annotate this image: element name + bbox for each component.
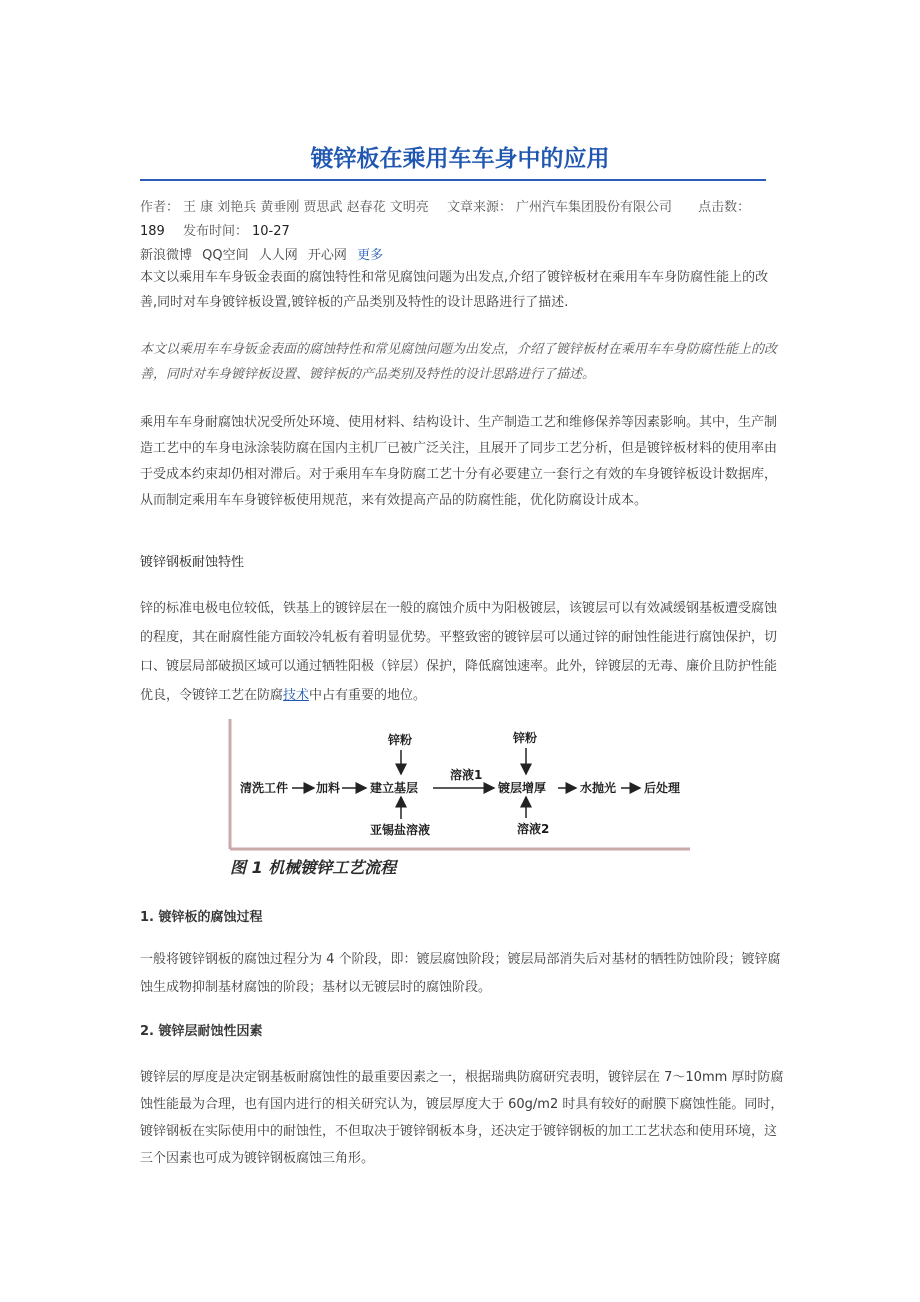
summary-italic-paragraph: 本文以乘用车车身钣金表面的腐蚀特性和常见腐蚀问题为出发点，介绍了镀锌板材在乘用车车身防腐性能上的改善，同时对车身镀锌板设置、镀锌板的产品类别及特性的设计思路进行了描述。 — [140, 342, 778, 382]
authors: 王 康 刘艳兵 黄垂刚 贾思武 赵春花 文明亮 — [183, 200, 429, 215]
title-underline — [140, 179, 766, 181]
source: 广州汽车集团股份有限公司 — [515, 200, 672, 215]
share-weibo[interactable]: 新浪微博 — [140, 248, 193, 263]
node-polish: 水抛光 — [580, 781, 617, 795]
share-renren[interactable]: 人人网 — [258, 248, 298, 263]
figure-caption: 图 1 机械镀锌工艺流程 — [230, 858, 397, 877]
section-heading-factors: 2. 镀锌层耐蚀性因素 — [140, 1024, 263, 1039]
zinc-property-paragraph — [140, 594, 784, 710]
summary-paragraph: 本文以乘用车车身钣金表面的腐蚀特性和常见腐蚀问题为出发点,介绍了镀锌板材在乘用车车身防腐性能上的改善,同时对车身镀锌板设置,镀锌板的产品类别及特性的设计思路进行了描述. — [140, 270, 769, 310]
clicks-label: 点击数： — [698, 200, 751, 215]
node-stannous: 亚锡盐溶液 — [370, 823, 431, 837]
node-zinc1: 锌粉 — [388, 733, 413, 747]
section-heading-corrosion-resistance: 镀锌钢板耐蚀特性 — [140, 555, 245, 570]
share-qzone[interactable]: QQ空间 — [202, 248, 249, 263]
node-clean: 清洗工件 — [240, 781, 289, 795]
source-label: 文章来源： — [446, 200, 512, 215]
article-title: 镀锌板在乘用车车身中的应用 — [310, 146, 610, 172]
date-label: 发布时间： — [182, 224, 248, 239]
author-label: 作者： — [140, 200, 180, 215]
node-solution1: 溶液1 — [450, 768, 483, 782]
node-base: 建立基层 — [370, 781, 419, 795]
publish-date: 10-27 — [251, 224, 290, 239]
corrosion-stages-paragraph: 一般将镀锌钢板的腐蚀过程分为 4 个阶段，即：镀层腐蚀阶段；镀层局部消失后对基材的牺牲防蚀阶段；镀锌腐蚀生成物抑制基材腐蚀的阶段；基材以无镀层时的腐蚀阶段。 — [140, 952, 781, 995]
thickness-paragraph: 镀锌层的厚度是决定钢基板耐腐蚀性的最重要因素之一，根据瑞典防腐研究表明，镀锌层在 7～10mm 厚时防腐蚀性能最为合理，也有国内进行的相关研究认为，镀层厚度大于 60g/m2 时具有较好的耐膜下腐蚀性能。同时，镀锌钢板在实际使用中的耐蚀性，不但取决于镀锌钢板本身，还决定于镀锌钢板的加工工艺状态和使用环境，这三个因素也可成为镀锌钢板腐蚀三角形。 — [140, 1070, 784, 1166]
click-count: 189 — [140, 224, 165, 239]
node-thicken: 镀层增厚 — [498, 781, 547, 795]
share-bar — [140, 244, 389, 263]
share-more-link[interactable]: 更多 — [357, 248, 384, 263]
zinc-text-before: 锌的标准电极电位较低，铁基上的镀锌层在一般的腐蚀介质中为阳极镀层，该镀层可以有效减缓钢基板遭受腐蚀的程度，其在耐腐性能方面较冷轧板有着明显优势。平整致密的镀锌层可以通过锌的耐蚀性能进行腐蚀保护，切口、镀层局部破损区域可以通过牺牲阳极（锌层）保护，降低腐蚀速率。此外，锌镀层的无毒、廉价且防护性能优良，令镀锌工艺在防腐 — [140, 601, 778, 703]
node-solution2: 溶液2 — [517, 822, 550, 836]
node-post: 后处理 — [644, 781, 681, 795]
share-kaixin[interactable]: 开心网 — [307, 248, 347, 263]
node-zinc2: 锌粉 — [513, 731, 538, 745]
zinc-text-after: 中占有重要的地位。 — [309, 688, 427, 703]
tech-link[interactable]: 技术 — [283, 688, 310, 703]
section-heading-corrosion-process: 1. 镀锌板的腐蚀过程 — [140, 910, 263, 925]
node-feed: 加料 — [316, 781, 341, 795]
article-meta — [140, 196, 790, 244]
intro-paragraph: 乘用车车身耐腐蚀状况受所处环境、使用材料、结构设计、生产制造工艺和维修保养等因素影响。其中，生产制造工艺中的车身电泳涂装防腐在国内主机厂已被广泛关注，且展开了同步工艺分析，但是镀锌板材料的使用率由于受成本约束却仍相对滞后。对于乘用车车身防腐工艺十分有必要建立一套行之有效的车身镀锌板设计数据库，从而制定乘用车车身镀锌板使用规范，来有效提高产品的防腐性能，优化防腐设计成本。 — [140, 415, 778, 508]
process-flow-figure — [228, 717, 694, 883]
